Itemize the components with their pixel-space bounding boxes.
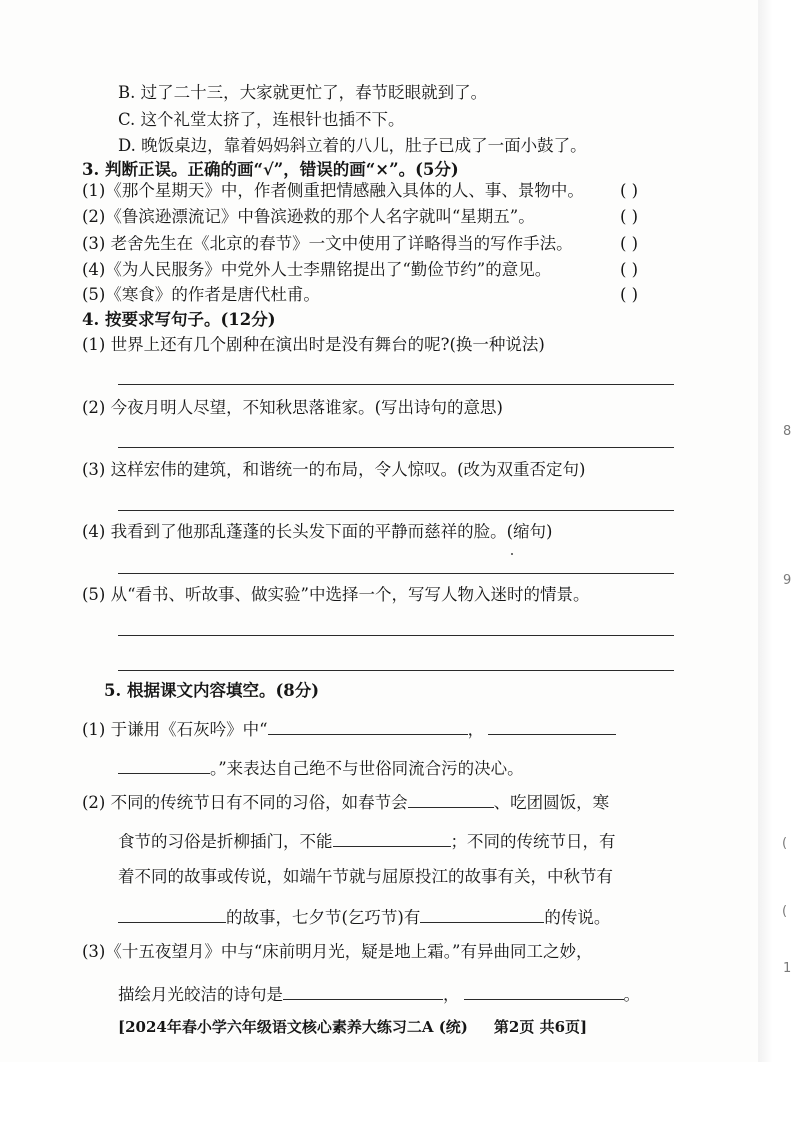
edge-mark-5: 1 [783,961,792,976]
q5-p2-blank-4[interactable] [420,904,544,923]
q5-p1-text-b: ， [467,720,485,739]
ink-speck [511,553,513,555]
q5-p1-text-c: 。”来表达自己绝不与世俗同流合污的决心。 [210,759,524,778]
q3-answer-paren-4[interactable]: ( ) [620,260,639,279]
q4-answer-line-4[interactable] [118,573,674,574]
q4-item-5: (5) 从“看书、听故事、做实验”中选择一个，写写人物入迷时的情景。 [82,585,590,604]
edge-mark-1: 8 [783,424,792,439]
q5-p2-blank-1[interactable] [408,789,494,808]
q5-p2-blank-3[interactable] [118,904,226,923]
q5-part3-line1: (3)《十五夜望月》中与“床前明月光，疑是地上霜。”有异曲同工之妙， [82,942,593,961]
q5-part2-line4 [118,904,610,929]
q4-answer-line-5b[interactable] [118,670,674,671]
q5-p2-text-d: ；不同的传统节日，有 [450,832,616,851]
q4-item-2: (2) 今夜月明人尽望，不知秋思落谁家。(写出诗句的意思) [82,398,503,417]
q4-title: 4. 按要求写句子。(12分) [82,310,276,329]
q3-item-2: (2)《鲁滨逊漂流记》中鲁滨逊救的那个人名字就叫“星期五”。 [82,207,535,226]
q5-p1-text-a: (1) 于谦用《石灰吟》中“ [82,720,268,739]
scan-bottom-margin [0,1062,794,1124]
q5-title: 5. 根据课文内容填空。(8分) [104,681,320,700]
edge-mark-4: ( [782,904,788,919]
q4-answer-line-2[interactable] [118,447,674,448]
option-b: B. 过了二十三，大家就更忙了，春节眨眼就到了。 [118,83,488,102]
q3-answer-paren-5[interactable]: ( ) [620,285,639,304]
q3-title: 3. 判断正误。正确的画“√”，错误的画“×”。(5分) [82,160,459,179]
q5-p3-blank-2[interactable] [464,981,624,1000]
q4-answer-line-1[interactable] [118,384,674,385]
q3-item-4: (4)《为人民服务》中党外人士李鼎铭提出了“勤俭节约”的意见。 [82,260,552,279]
page-footer [118,1016,587,1037]
option-d: D. 晚饭桌边，靠着妈妈斜立着的八儿，肚子已成了一面小鼓了。 [118,136,587,155]
q5-p3-text-b: 描绘月光皎洁的诗句是 [118,985,283,1004]
q3-answer-paren-2[interactable]: ( ) [620,207,639,226]
q3-answer-paren-3[interactable]: ( ) [620,234,639,253]
q3-item-3: (3) 老舍先生在《北京的春节》一文中使用了详略得当的写作手法。 [82,234,573,253]
q5-p2-text-g: 的传说。 [544,908,611,927]
q4-item-4: (4) 我看到了他那乱蓬蓬的长头发下面的平静而慈祥的脸。(缩句) [82,522,553,541]
q5-part2-line2 [118,828,616,853]
q5-p2-text-c: 食节的习俗是折柳插门，不能 [118,832,333,851]
q3-answer-paren-1[interactable]: ( ) [620,181,639,200]
option-c: C. 这个礼堂太挤了，连根针也插不下。 [118,110,405,129]
q5-p3-text-c: ， [443,985,460,1004]
q5-part2-line1 [82,789,609,814]
q5-p1-blank-2[interactable] [488,716,616,735]
q5-p2-text-f: 的故事，七夕节(乞巧节)有 [226,908,421,927]
q4-answer-line-5a[interactable] [118,635,674,636]
q5-part1-line1 [82,716,616,741]
q4-answer-line-3[interactable] [118,510,674,511]
q5-p2-blank-2[interactable] [333,828,451,847]
edge-mark-2: 9 [783,573,792,588]
q5-p1-blank-1[interactable] [268,716,468,735]
footer-title: [2024年春小学六年级语文核心素养大练习二A (统) [118,1018,468,1036]
q3-item-5: (5)《寒食》的作者是唐代杜甫。 [82,285,320,304]
edge-mark-3: ( [782,836,788,851]
scan-edge [758,0,794,1124]
q5-p2-text-b: 、吃团圆饭，寒 [493,793,610,812]
footer-page-number: 第2页 共6页] [493,1018,588,1036]
q5-p3-text-d: 。 [623,985,640,1004]
q5-part3-line2 [118,981,640,1006]
q5-part2-line3: 着不同的故事或传说，如端午节就与屈原投江的故事有关，中秋节有 [118,867,613,886]
q4-item-3: (3) 这样宏伟的建筑，和谐统一的布局，令人惊叹。(改为双重否定句) [82,460,586,479]
q4-item-1: (1) 世界上还有几个剧种在演出时是没有舞台的呢?(换一种说法) [82,335,545,354]
q5-part1-line2 [118,755,524,780]
q5-p2-text-a: (2) 不同的传统节日有不同的习俗，如春节会 [82,793,408,812]
q5-p1-blank-3[interactable] [118,755,210,774]
q3-item-1: (1)《那个星期天》中，作者侧重把情感融入具体的人、事、景物中。 [82,181,584,200]
q5-p3-blank-1[interactable] [283,981,443,1000]
